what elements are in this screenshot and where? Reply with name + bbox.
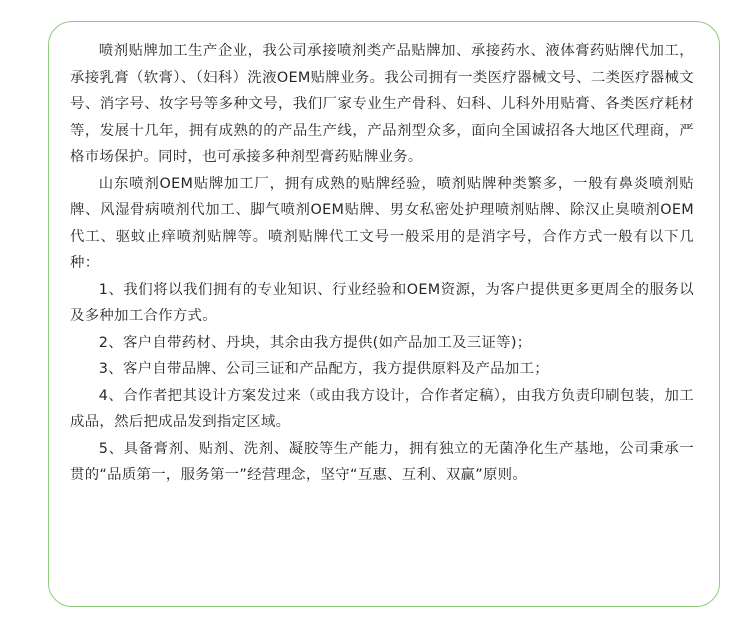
article-body bbox=[70, 38, 694, 489]
cooperation-item-2: 2、客户自带药材、丹块，其余由我方提供(如产品加工及三证等)； bbox=[98, 334, 532, 351]
spray-oem-paragraph: 山东喷剂OEM贴牌加工厂，拥有成熟的贴牌经验，喷剂贴牌种类繁多，一般有鼻炎喷剂贴牌、风湿骨病喷剂代加工、脚气喷剂OEM贴牌、男女私密处护理喷剂贴牌、除汉止臭喷剂OEM代工、驱蚊止痒喷剂贴牌等。喷剂贴牌代工文号一般采用的是消字号，合作方式一般有以下几种： bbox=[70, 175, 694, 271]
intro-paragraph: 喷剂贴牌加工生产企业，我公司承接喷剂类产品贴牌加、承接药水、液体膏药贴牌代加工，承接乳膏（软膏）、（妇科）洗液OEM贴牌业务。我公司拥有一类医疗器械文号、二类医疗器械文号、消字号、妆字号等多种文号，我们厂家专业生产骨科、妇科、儿科外用贴膏、各类医疗耗材等，发展十几年，拥有成熟的的产品生产线，产品剂型众多，面向全国诚招各大地区代理商，严格市场保护。同时，也可承接多种剂型膏药贴牌业务。 bbox=[70, 43, 694, 165]
cooperation-item-5: 5、具备膏剂、贴剂、洗剂、凝胶等生产能力，拥有独立的无菌净化生产基地，公司秉承一贯的“品质第一，服务第一”经营理念，坚守“互惠、互利、双赢”原则。 bbox=[70, 440, 694, 483]
cooperation-item-3: 3、客户自带品牌、公司三证和产品配方，我方提供原料及产品加工； bbox=[98, 361, 549, 377]
cooperation-item-4: 4、合作者把其设计方案发过来（或由我方设计，合作者定稿），由我方负责印刷包装，加工成品，然后把成品发到指定区域。 bbox=[70, 387, 694, 430]
cooperation-item-1: 1、我们将以我们拥有的专业知识、行业经验和OEM资源，为客户提供更多更周全的服务以及多种加工合作方式。 bbox=[70, 281, 694, 324]
